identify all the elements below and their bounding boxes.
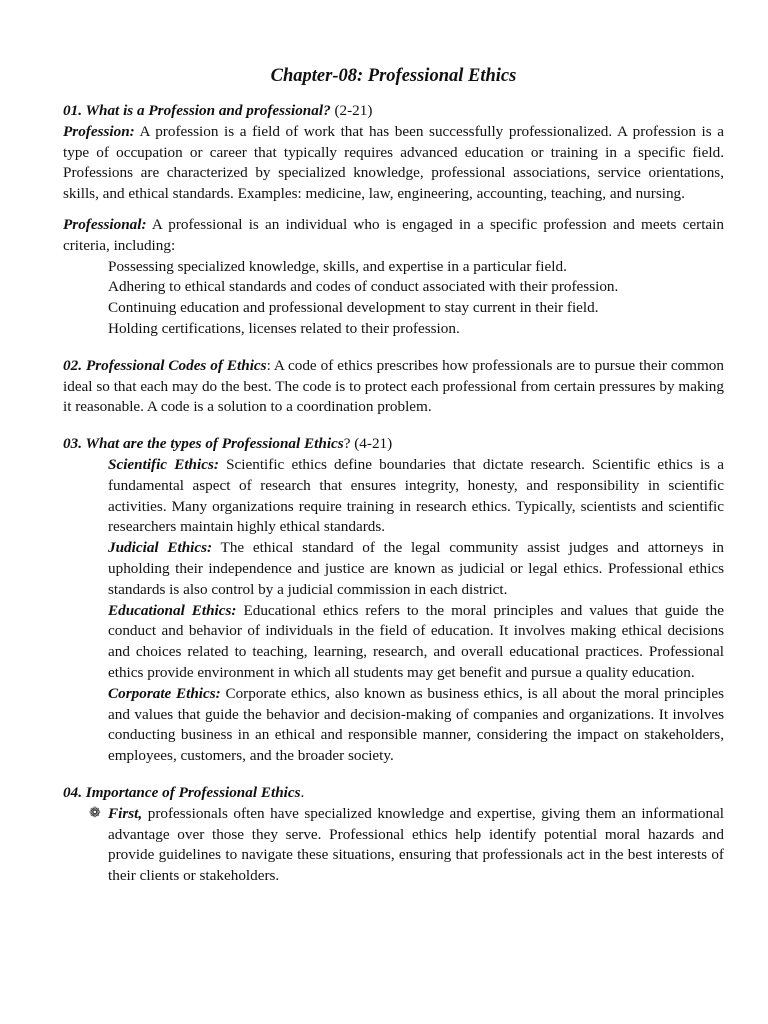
ethics-type-judicial [108, 538, 724, 600]
criteria-list [63, 257, 724, 340]
codes-paragraph [63, 356, 724, 418]
ethics-type-term: Judicial Ethics: [108, 539, 213, 557]
professional-text: A professional is an individual who is engaged in a specific profession and meets certain criteria, including: [63, 215, 724, 254]
importance-term: First, [108, 804, 143, 822]
heading-text: 04. Importance of Professional Ethics [63, 783, 301, 801]
section-heading-3 [63, 434, 724, 455]
section-importance [63, 783, 724, 887]
criteria-item: Holding certifications, licenses related to their profession. [108, 319, 460, 337]
ethics-type-term: Educational Ethics: [108, 601, 237, 619]
ethics-type-corporate [108, 684, 724, 767]
section-profession [63, 101, 724, 205]
ethics-type-text: Educational ethics refers to the moral principles and values that guide the conduct and behavior of individuals in the field of education. It involves making ethical decisions and choices related to teaching, learning, research, and overall educational practices. Professional ethics provide environment in which all students may get benefit and pursue a quality education. [108, 601, 724, 681]
ethics-type-educational [108, 601, 724, 684]
ethics-type-text: The ethical standard of the legal community assist judges and attorneys in upholding their independence and justice are known as judicial or legal ethics. Professional ethics standards is also control by a judicial commission in each district. [108, 539, 725, 598]
ethics-type-term: Corporate Ethics: [108, 684, 221, 702]
section-codes-of-ethics [63, 356, 724, 418]
heading-suffix: . [300, 783, 305, 801]
page-title: Chapter-08: Professional Ethics [270, 66, 517, 86]
section-heading-2: 02. Professional Codes of Ethics [63, 356, 267, 374]
section-heading-4 [63, 783, 724, 804]
ethics-type-text: Scientific ethics define boundaries that dictate research. Scientific ethics is a fundamental aspect of research that ensures integrity, honesty, and responsibility in scientific activities. Many organizations require training in research ethics. Typically, scientists and scientific researchers maintain highly ethical standards. [108, 455, 724, 536]
ethics-type-term: Scientific Ethics: [108, 455, 219, 473]
section-heading-1 [63, 101, 724, 122]
heading-ref: (2-21) [330, 102, 373, 119]
profession-text: A profession is a field of work that has been successfully professionalized. A profession is a type of occupation or career that typically requires advanced education or training in a specific field. Professions are characterized by specialized knowledge, professional associations, service orientations, skills, and ethical standards. Examples: medicine, law, engineering, accounting, teaching, and nursing. [63, 122, 724, 203]
profession-term: Profession: [63, 122, 135, 140]
criteria-item: Continuing education and professional development to stay current in their field. [108, 299, 599, 317]
heading-text: 01. What is a Profession and professional? [63, 102, 331, 119]
heading-ref: ? (4-21) [343, 435, 393, 453]
importance-text: professionals often have specialized knowledge and expertise, giving them an informational advantage over those they serve. Professional ethics help identify potential moral hazards and provide guidelines to navigate these situations, ensuring that professionals act in the best interests of their clients or stakeholders. [108, 804, 724, 885]
ethics-type-scientific [108, 455, 724, 538]
section-professional [63, 215, 724, 340]
flower-bullet-icon: ❁ [89, 805, 101, 821]
codes-text: : A code of ethics prescribes how professionals are to pursue their common ideal so that each may do the best. The code is to protect each professional from certain pressures by making it reasonable. A code is a solution to a coordination problem. [63, 356, 724, 416]
heading-text: 03. What are the types of Professional Ethics [63, 435, 344, 453]
criteria-item: Adhering to ethical standards and codes of conduct associated with their profession. [108, 278, 619, 296]
criteria-item: Possessing specialized knowledge, skills, and expertise in a particular field. [108, 257, 567, 275]
section-types-of-ethics [63, 434, 724, 767]
professional-paragraph [63, 215, 724, 257]
profession-paragraph [63, 122, 724, 205]
importance-point [63, 804, 724, 887]
ethics-type-text: Corporate ethics, also known as business ethics, is all about the moral principles and values that guide the behavior and decision-making of companies and organizations. It involves conducting business in an ethical and responsible manner, considering the impact on stakeholders, employees, customers, and the broader society. [108, 684, 725, 765]
ethics-types-list [63, 455, 724, 767]
professional-term: Professional: [63, 215, 147, 233]
